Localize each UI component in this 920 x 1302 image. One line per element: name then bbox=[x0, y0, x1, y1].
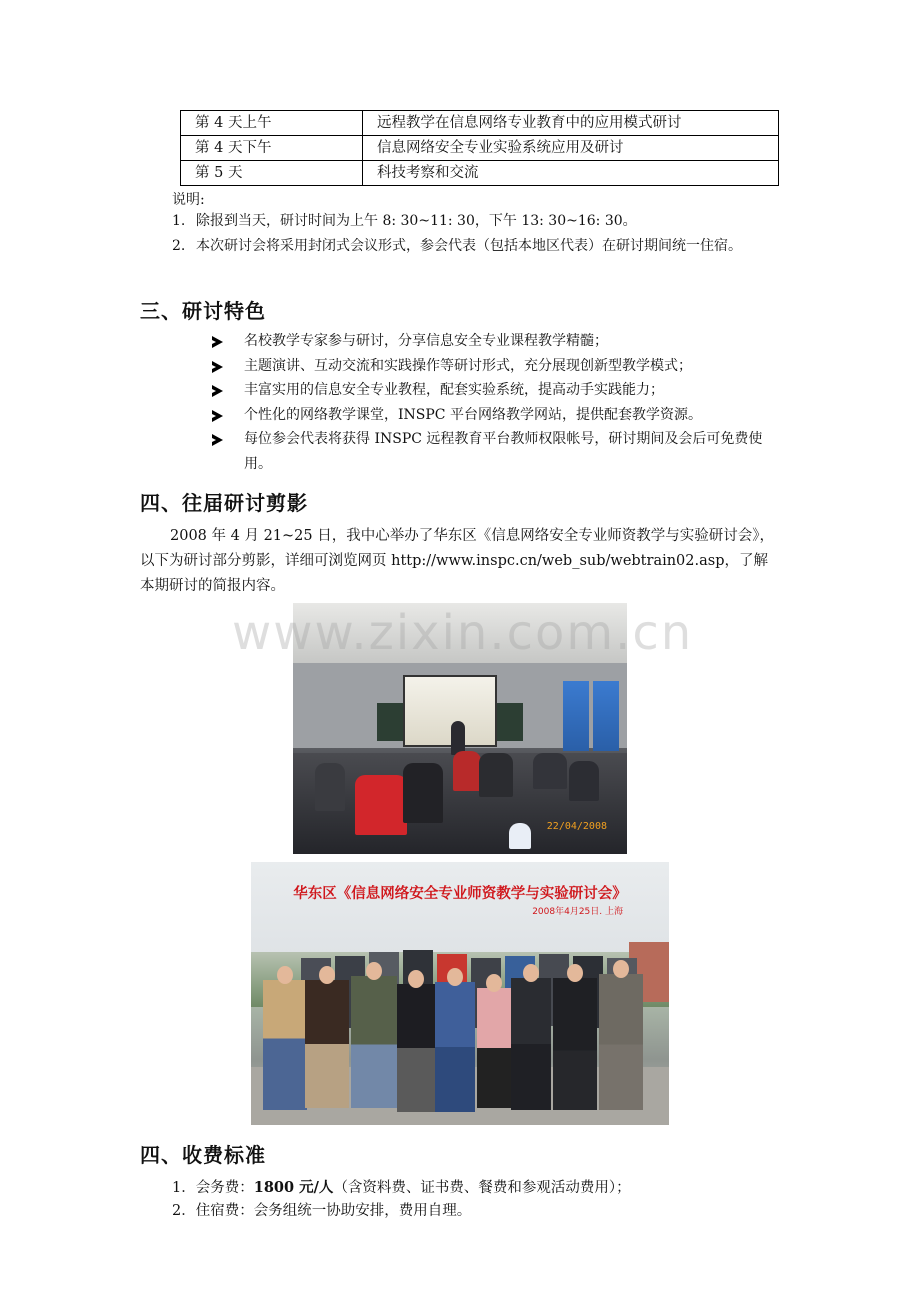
list-text: 除报到当天，研讨时间为上午 8: 30~11: 30，下午 13: 30~16: 30。 bbox=[196, 213, 637, 229]
schedule-time-cell: 第 4 天下午 bbox=[181, 136, 363, 161]
list-number: 1. bbox=[172, 213, 186, 229]
arrow-bullet-icon bbox=[212, 410, 223, 422]
list-text: 主题演讲、互动交流和实践操作等研讨形式，充分展现创新型教学模式； bbox=[244, 357, 692, 374]
list-text: 丰富实用的信息安全专业教程，配套实验系统，提高动手实践能力； bbox=[244, 382, 664, 398]
list-number: 2. bbox=[172, 238, 186, 254]
schedule-content-cell: 科技考察和交流 bbox=[363, 161, 779, 186]
section-heading-past-events: 四、往届研讨剪影 bbox=[140, 491, 308, 515]
section-heading-features: 三、研讨特色 bbox=[140, 299, 266, 323]
photo-banner-date: 2008年4月25日. 上海 bbox=[532, 907, 623, 917]
list-text: 名校教学专家参与研讨，分享信息安全专业课程教学精髓； bbox=[244, 333, 608, 349]
fee-item-conference bbox=[172, 1176, 631, 1200]
projection-screen bbox=[403, 675, 497, 747]
section-heading-fees: 四、收费标准 bbox=[140, 1143, 266, 1167]
list-item bbox=[212, 329, 782, 354]
list-text: 个性化的网络教学课堂，INSPC 平台网络教学网站，提供配套教学资源。 bbox=[244, 406, 702, 423]
group-photo bbox=[251, 862, 669, 1125]
table-row bbox=[181, 136, 779, 161]
arrow-bullet-icon bbox=[212, 361, 223, 373]
schedule-table bbox=[180, 110, 779, 186]
list-text: 每位参会代表将获得 INSPC 远程教育平台教师权限帐号，研讨期间及会后可免费使用。 bbox=[244, 431, 763, 472]
watermark: www.zixin.com.cn bbox=[232, 605, 694, 661]
list-text: 本次研讨会将采用封闭式会议形式，参会代表（包括本地区代表）在研讨期间统一住宿。 bbox=[196, 238, 742, 254]
fee-label: 1．会务费： bbox=[172, 1180, 254, 1196]
schedule-time-cell: 第 4 天上午 bbox=[181, 111, 363, 136]
features-list bbox=[212, 329, 782, 476]
schedule-content-cell: 信息网络安全专业实验系统应用及研讨 bbox=[363, 136, 779, 161]
list-item bbox=[172, 235, 782, 283]
notes-title: 说明: bbox=[172, 192, 205, 208]
photo-banner-title: 华东区《信息网络安全专业师资教学与实验研讨会》 bbox=[293, 886, 627, 902]
list-item bbox=[212, 403, 782, 428]
arrow-bullet-icon bbox=[212, 434, 223, 446]
fee-amount: 1800 元/人 bbox=[253, 1179, 334, 1196]
table-row bbox=[181, 111, 779, 136]
schedule-time-cell: 第 5 天 bbox=[181, 161, 363, 186]
table-row bbox=[181, 161, 779, 186]
past-events-paragraph: 2008 年 4 月 21~25 日，我中心举办了华东区《信息网络安全专业师资教学与实验研讨会》，以下为研讨部分剪影，详细可浏览网页 http://www.inspc.cn/web_sub/webtrain02.asp，了解本期研讨的简报内容。 bbox=[140, 528, 774, 594]
arrow-bullet-icon bbox=[212, 385, 223, 397]
list-item bbox=[212, 354, 782, 379]
schedule-content-cell: 远程教学在信息网络专业教育中的应用模式研讨 bbox=[363, 111, 779, 136]
fee-note: （含资料费、证书费、餐费和参观活动费用）； bbox=[333, 1180, 631, 1196]
arrow-bullet-icon bbox=[212, 336, 223, 348]
list-item bbox=[172, 210, 782, 234]
photo-date-stamp: 22/04/2008 bbox=[546, 821, 607, 832]
list-item bbox=[212, 427, 782, 476]
list-item bbox=[212, 378, 782, 403]
fee-item-accommodation: 2．住宿费：会务组统一协助安排，费用自理。 bbox=[172, 1203, 472, 1219]
